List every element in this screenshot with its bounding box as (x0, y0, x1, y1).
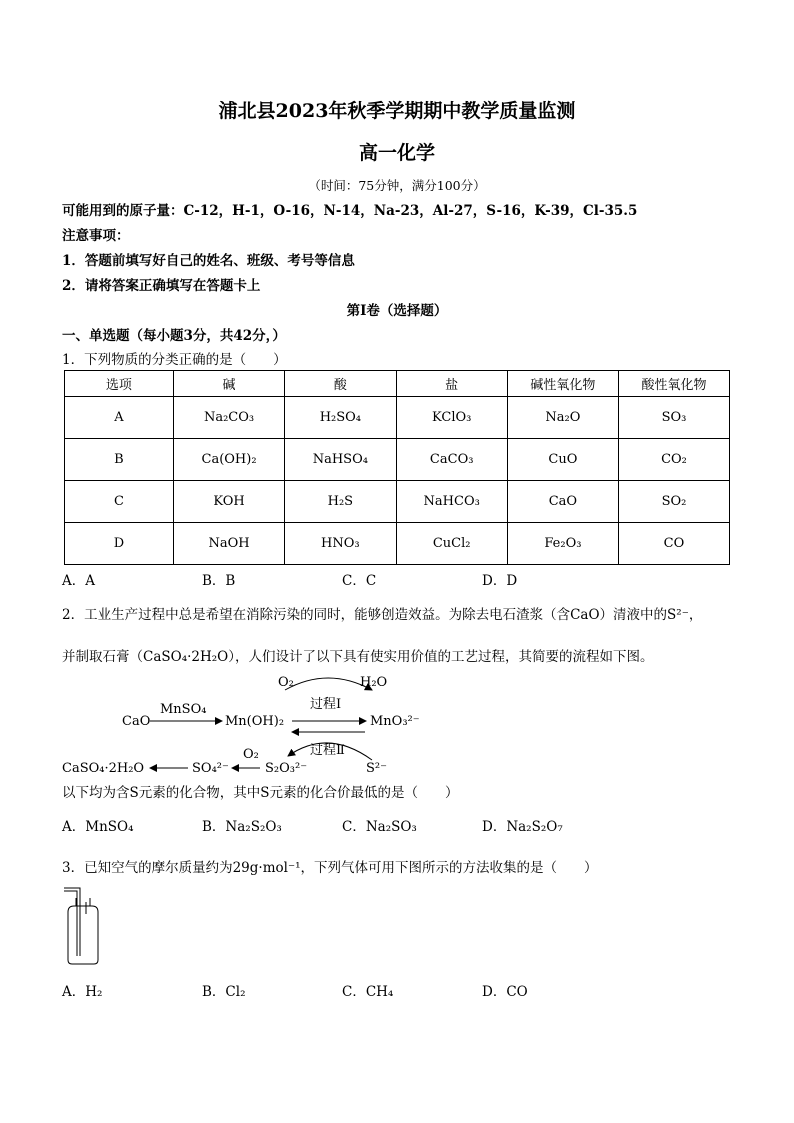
q1-option-c[interactable]: C．C (342, 573, 377, 589)
flow-mnoh2: Mn(OH)₂ (225, 714, 285, 729)
q2-option-c[interactable]: C．Na₂SO₃ (342, 819, 417, 835)
table-cell: H₂S (285, 481, 396, 523)
q2-option-d[interactable]: D．Na₂S₂O₇ (482, 819, 563, 835)
table-cell: CO (618, 523, 729, 565)
flow-mnso4: MnSO₄ (160, 702, 207, 717)
q3-option-b[interactable]: B．Cl₂ (202, 984, 246, 1000)
table-row (65, 397, 730, 439)
q3-option-c[interactable]: C．CH₄ (342, 984, 394, 1000)
table-cell: Na₂CO₃ (173, 397, 284, 439)
notice-title: 注意事项： (62, 228, 130, 244)
flow-h2o: H₂O (360, 675, 388, 690)
flow-so4: SO₄²⁻ (192, 761, 229, 776)
table-cell: HNO₃ (285, 523, 396, 565)
flow-gypsum: CaSO₄·2H₂O (62, 761, 145, 776)
q3-option-a[interactable]: A．H₂ (62, 984, 103, 1000)
table-cell: C (65, 481, 174, 523)
table-cell: A (65, 397, 174, 439)
table-cell: CaCO₃ (396, 439, 507, 481)
flow-o2-bottom: O₂ (243, 747, 259, 762)
q2-stem-line-1: 2．工业生产过程中总是希望在消除污染的同时，能够创造效益。为除去电石渣浆（含CaO）清液中的S²⁻， (62, 607, 703, 623)
q1-option-d[interactable]: D．D (482, 573, 518, 589)
flow-s2o3: S₂O₃²⁻ (265, 761, 308, 776)
table-cell: NaHCO₃ (396, 481, 507, 523)
table-cell: Ca(OH)₂ (173, 439, 284, 481)
table-cell: SO₃ (618, 397, 729, 439)
q2-options (62, 815, 563, 835)
flow-process-2: 过程Ⅱ (310, 743, 345, 758)
q3-options (62, 980, 528, 1000)
table-cell: Fe₂O₃ (507, 523, 618, 565)
exam-title: 浦北县2023年秋季学期期中教学质量监测 (218, 100, 576, 122)
table-cell: B (65, 439, 174, 481)
table-header-cell: 碱性氧化物 (507, 371, 618, 397)
table-cell: NaOH (173, 523, 284, 565)
q3-option-d[interactable]: D．CO (482, 984, 528, 1000)
q2-option-b[interactable]: B．Na₂S₂O₃ (202, 819, 282, 835)
table-cell: NaHSO₄ (285, 439, 396, 481)
table-header-row (65, 371, 730, 397)
q2-option-a[interactable]: A．MnSO₄ (62, 819, 134, 835)
gas-bottle-icon (60, 884, 110, 968)
flow-mno3: MnO₃²⁻ (370, 714, 420, 729)
table-header-cell: 酸性氧化物 (618, 371, 729, 397)
table-header-cell: 酸 (285, 371, 396, 397)
flow-process-1: 过程Ⅰ (310, 697, 342, 712)
part-title: 一、单选题（每小题3分，共42分，） (62, 328, 286, 344)
volume-title: 第Ⅰ卷（选择题） (346, 303, 448, 319)
table-cell: CuO (507, 439, 618, 481)
classification-table (64, 370, 730, 565)
flow-o2-top: O₂ (278, 675, 294, 690)
table-header-cell: 碱 (173, 371, 284, 397)
table-row (65, 481, 730, 523)
q1-option-a[interactable]: A．A (62, 573, 95, 589)
notice-item-2: 2．请将答案正确填写在答题卡上 (62, 278, 261, 294)
table-cell: CO₂ (618, 439, 729, 481)
atomic-masses: 可能用到的原子量：C-12，H-1，O-16，N-14，Na-23，Al-27，S-16，K-39，Cl-35.5 (62, 203, 638, 219)
table-cell: H₂SO₄ (285, 397, 396, 439)
process-flow-diagram (60, 668, 460, 780)
table-cell: CaO (507, 481, 618, 523)
q3-stem: 3．已知空气的摩尔质量约为29g·mol⁻¹，下列气体可用下图所示的方法收集的是（ ） (62, 860, 598, 876)
table-header-cell: 选项 (65, 371, 174, 397)
table-cell: SO₂ (618, 481, 729, 523)
table-cell: D (65, 523, 174, 565)
table-cell: KOH (173, 481, 284, 523)
flow-s2: S²⁻ (366, 761, 387, 776)
time-info: （时间：75分钟，满分100分） (308, 178, 486, 193)
table-header-cell: 盐 (396, 371, 507, 397)
arrow-process-1-curve (285, 678, 372, 690)
table-cell: CuCl₂ (396, 523, 507, 565)
notice-item-1: 1．答题前填写好自己的姓名、班级、考号等信息 (62, 253, 355, 269)
table-row (65, 439, 730, 481)
q2-stem-line-2: 并制取石膏（CaSO₄·2H₂O），人们设计了以下具有使实用价值的工艺过程，其简要的流程如下图。 (62, 649, 654, 665)
q1-stem: 1．下列物质的分类正确的是（ ） (62, 352, 287, 368)
table-cell: KClO₃ (396, 397, 507, 439)
flow-cao: CaO (122, 714, 151, 729)
q2-stem-line-3: 以下均为含S元素的化合物，其中S元素的化合价最低的是（ ） (62, 785, 459, 801)
q1-option-b[interactable]: B．B (202, 573, 236, 589)
exam-subject: 高一化学 (358, 142, 435, 164)
q1-options (62, 569, 517, 589)
table-row (65, 523, 730, 565)
table-cell: Na₂O (507, 397, 618, 439)
